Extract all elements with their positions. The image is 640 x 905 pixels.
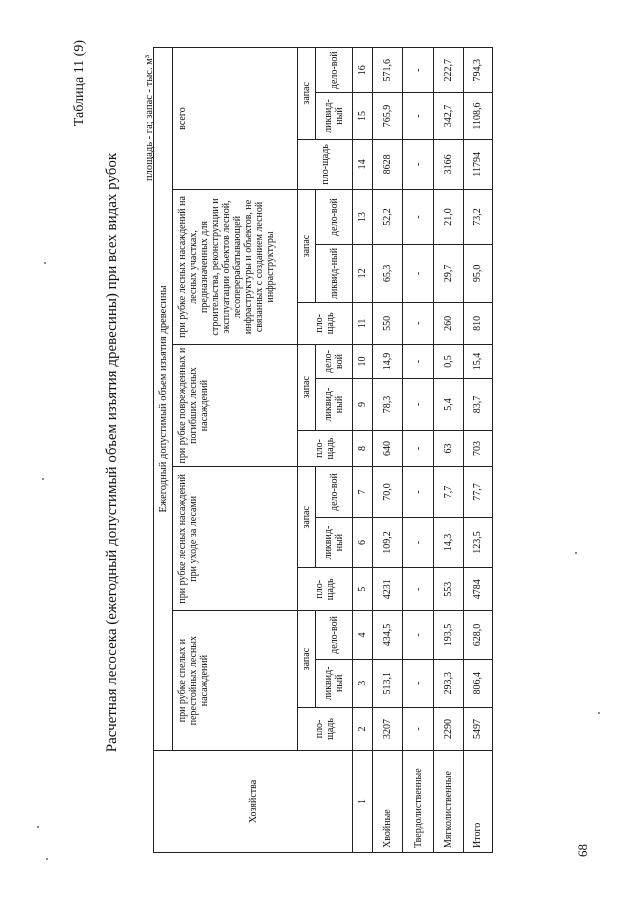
cell-value: 703 — [463, 430, 492, 467]
column-number: 1 — [353, 750, 373, 852]
table-row-total — [463, 48, 492, 853]
area-header: пло-щадь — [297, 568, 352, 611]
group-header-damaged: при рубке поврежденных и погибших лесных насаждений — [173, 344, 298, 466]
area-header: пло-щадь — [297, 430, 352, 467]
column-number: 11 — [353, 302, 373, 344]
cell-value: 11794 — [463, 139, 492, 190]
cell-value: 4231 — [373, 568, 403, 611]
column-number: 4 — [353, 611, 373, 659]
cell-value: 5497 — [463, 707, 492, 750]
column-number: 9 — [353, 379, 373, 431]
cell-value: 4784 — [463, 568, 492, 611]
area-header: пло-щадь — [297, 302, 352, 344]
liquid-header: ликвид-ный — [315, 659, 352, 707]
cell-value: 15,4 — [463, 344, 492, 378]
stock-header: запас — [297, 190, 315, 303]
cell-value: - — [403, 344, 433, 378]
group-header-care: при рубке лесных насаждений при уходе за лесами — [173, 467, 298, 611]
table-row-coniferous — [373, 48, 403, 853]
cell-value: - — [403, 611, 433, 659]
cell-value: - — [403, 48, 433, 93]
row-label: Итого — [463, 750, 492, 852]
cell-value: 640 — [373, 430, 403, 467]
stock-header: запас — [297, 48, 315, 140]
cell-value: 14,3 — [433, 517, 463, 568]
cell-value: 553 — [433, 568, 463, 611]
cell-value: 95,0 — [463, 244, 492, 302]
column-number: 15 — [353, 93, 373, 139]
table-row-softwood — [433, 48, 463, 853]
business-header: дело-вой — [315, 344, 352, 378]
cell-value: 260 — [433, 302, 463, 344]
column-number: 3 — [353, 659, 373, 707]
business-header: дело-вой — [315, 611, 352, 659]
cell-value: 434,5 — [373, 611, 403, 659]
cell-value: 21,0 — [433, 190, 463, 245]
cell-value: 63 — [433, 430, 463, 467]
group-header-total: всего — [173, 48, 298, 190]
row-label: Мягколиственные — [433, 750, 463, 852]
cell-value: 29,7 — [433, 244, 463, 302]
business-header: дело-вой — [315, 467, 352, 518]
scan-speck — [44, 262, 46, 264]
cell-value: 193,5 — [433, 611, 463, 659]
cell-value: 83,7 — [463, 379, 492, 431]
cell-value: - — [403, 467, 433, 518]
cell-value: 123,5 — [463, 517, 492, 568]
header-row-groups — [173, 48, 298, 853]
page-number: 68 — [575, 844, 590, 857]
column-number: 14 — [353, 139, 373, 190]
cell-value: - — [403, 659, 433, 707]
column-number: 16 — [353, 48, 373, 93]
cell-value: 765,9 — [373, 93, 403, 139]
table-title: Расчетная лесосека (ежегодный допустимый объем изъятия древесины) при всех видах рубок — [104, 152, 120, 753]
scan-speck — [575, 552, 577, 554]
cell-value: - — [403, 190, 433, 245]
cell-value: - — [403, 517, 433, 568]
cell-value: 73,2 — [463, 190, 492, 245]
cell-value: 70,0 — [373, 467, 403, 518]
cell-value: 513,1 — [373, 659, 403, 707]
cell-value: 8628 — [373, 139, 403, 190]
scan-speck — [42, 478, 44, 480]
cell-value: - — [403, 707, 433, 750]
cell-value: - — [403, 302, 433, 344]
liquid-header: ликвид-ный — [315, 244, 352, 302]
cell-value: 550 — [373, 302, 403, 344]
cell-value: 571,6 — [373, 48, 403, 93]
stock-header: запас — [297, 611, 315, 708]
cell-value: - — [403, 568, 433, 611]
group-header-mature: при рубке спелых и перестойных лесных насаждений — [173, 611, 298, 751]
cell-value: 293,3 — [433, 659, 463, 707]
cell-value: 794,3 — [463, 48, 492, 93]
cell-value: 5,4 — [433, 379, 463, 431]
row-label: Хвойные — [373, 750, 403, 852]
cell-value: - — [403, 379, 433, 431]
liquid-header: ликвид-ный — [315, 93, 352, 139]
column-number: 13 — [353, 190, 373, 245]
group-header-construction: при рубке лесных насаждений на лесных участках, предназначенных для строительства, реконструкции и эксплуатации объектов лесной, лесоперерабатывающей инфраструктуры и объектов, не связанных с созданием лесной инфраструктуры — [173, 190, 298, 345]
cell-value: 65,3 — [373, 244, 403, 302]
units-note: площадь - га; запас - тыс. м³ — [144, 55, 155, 181]
column-number-row — [353, 48, 373, 853]
business-header: дело-вой — [315, 48, 352, 93]
liquid-header: ликвид-ный — [315, 379, 352, 431]
cell-value: 806,4 — [463, 659, 492, 707]
cell-value: 222,7 — [433, 48, 463, 93]
cell-value: 77,7 — [463, 467, 492, 518]
table-row-hardwood — [403, 48, 433, 853]
column-number: 6 — [353, 517, 373, 568]
cell-value: - — [403, 430, 433, 467]
header-row-stock — [297, 48, 315, 853]
farm-header: Хозяйства — [154, 750, 353, 852]
business-header: дело-вой — [315, 190, 352, 245]
stock-header: запас — [297, 467, 315, 568]
cell-value: 1108,6 — [463, 93, 492, 139]
cell-value: 342,7 — [433, 93, 463, 139]
column-number: 2 — [353, 707, 373, 750]
cell-value: 78,3 — [373, 379, 403, 431]
cell-value: 2290 — [433, 707, 463, 750]
row-label: Твердолиственные — [403, 750, 433, 852]
column-number: 7 — [353, 467, 373, 518]
column-number: 12 — [353, 244, 373, 302]
area-header: пло-щадь — [297, 139, 352, 190]
column-number: 10 — [353, 344, 373, 378]
cell-value: 810 — [463, 302, 492, 344]
scan-speck — [46, 858, 48, 860]
header-row-main — [154, 48, 173, 853]
cell-value: 3166 — [433, 139, 463, 190]
liquid-header: ликвид-ный — [315, 517, 352, 568]
cell-value: 14,9 — [373, 344, 403, 378]
area-header: пло-щадь — [297, 707, 352, 750]
cell-value: - — [403, 93, 433, 139]
cell-value: 3207 — [373, 707, 403, 750]
scan-speck — [37, 826, 39, 828]
cell-value: - — [403, 244, 433, 302]
cell-value: - — [403, 139, 433, 190]
cell-value: 7,7 — [433, 467, 463, 518]
allowable-cut-table — [153, 47, 493, 853]
main-header: Ежегодный допустимый объем изъятия древесины — [154, 48, 173, 751]
cell-value: 0,5 — [433, 344, 463, 378]
table-number-label: Таблица 11 (9) — [72, 40, 87, 127]
column-number: 8 — [353, 430, 373, 467]
scan-speck — [598, 712, 600, 714]
stock-header: запас — [297, 344, 315, 430]
column-number: 5 — [353, 568, 373, 611]
cell-value: 52,2 — [373, 190, 403, 245]
cell-value: 628,0 — [463, 611, 492, 659]
cell-value: 109,2 — [373, 517, 403, 568]
